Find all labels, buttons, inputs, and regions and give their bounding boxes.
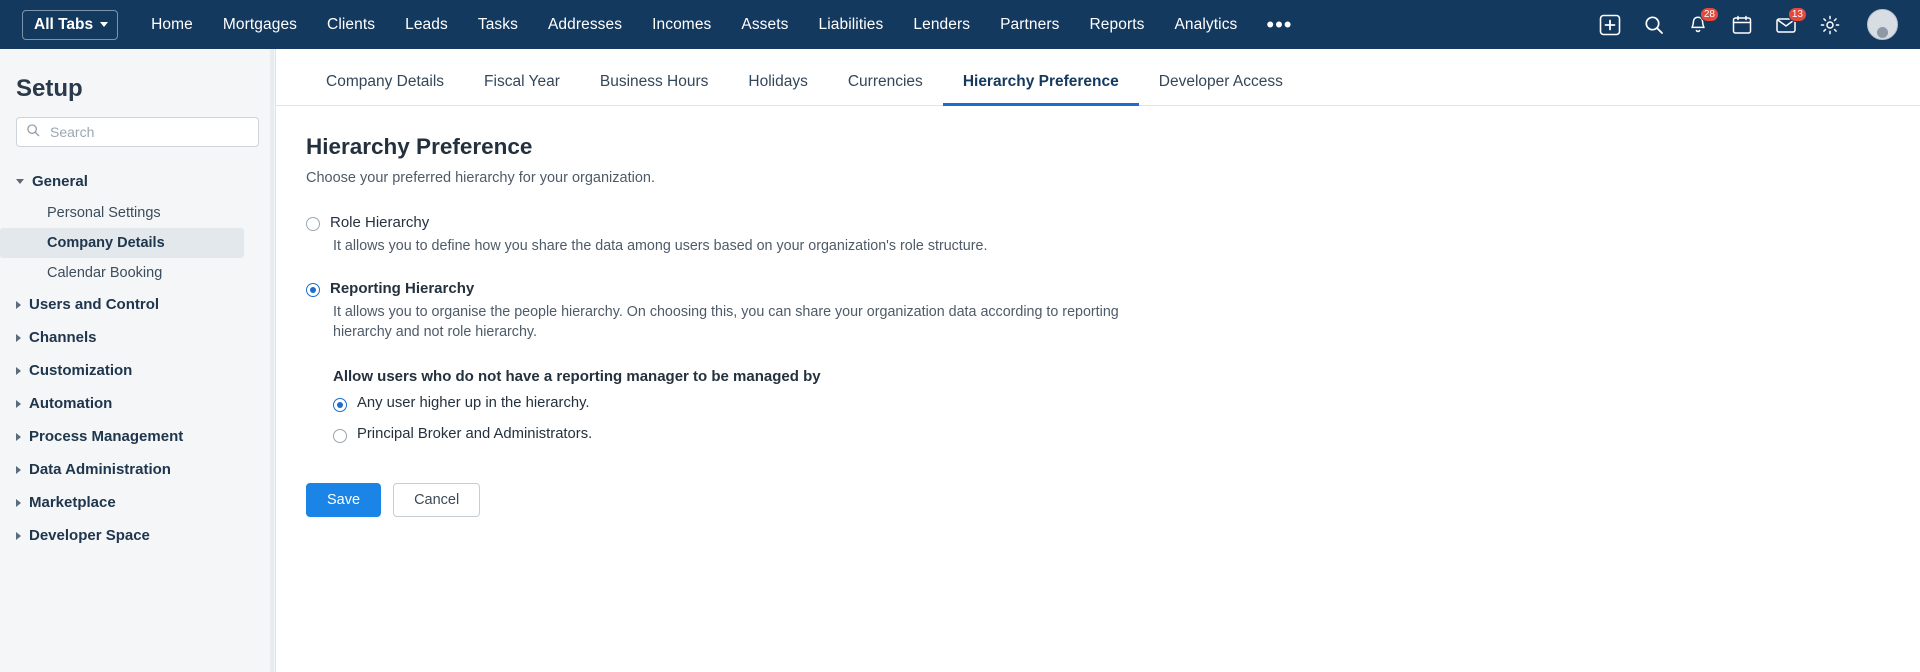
avatar-head: [1877, 27, 1888, 38]
search-input[interactable]: [48, 123, 249, 141]
nav-item-mortgages[interactable]: Mortgages: [222, 15, 298, 33]
radio-any-user-higher-up[interactable]: [333, 398, 347, 412]
panel-heading: Hierarchy Preference: [306, 134, 533, 159]
nav-item-leads[interactable]: Leads: [405, 15, 448, 33]
sidebar-group-label: Data Administration: [29, 461, 171, 478]
chevron-right-icon: [16, 532, 21, 540]
save-button[interactable]: Save: [306, 483, 381, 517]
suboption-any-user[interactable]: [333, 395, 1890, 412]
option-title: Reporting Hierarchy: [330, 280, 475, 298]
option-title: Role Hierarchy: [330, 214, 430, 231]
tab-developer-access[interactable]: Developer Access: [1158, 73, 1283, 90]
sidebar-item-calendar-booking[interactable]: Calendar Booking: [47, 265, 163, 281]
hierarchy-preference-panel: [276, 106, 1920, 517]
suboption-label: Principal Broker and Administrators.: [357, 426, 593, 443]
sidebar-nav-list: [0, 165, 275, 552]
tab-fiscal-year[interactable]: Fiscal Year: [484, 73, 560, 90]
all-tabs-label: All Tabs: [34, 15, 94, 33]
top-right-actions: [1599, 9, 1898, 40]
content-area: [276, 49, 1920, 672]
radio-principal-broker-admins[interactable]: [333, 429, 347, 443]
sidebar-group-marketplace[interactable]: [0, 486, 275, 519]
sidebar-group-label: Customization: [29, 362, 133, 379]
tab-hierarchy-preference[interactable]: Hierarchy Preference: [943, 73, 1139, 105]
suboption-label: Any user higher up in the hierarchy.: [357, 395, 590, 412]
nav-more-button[interactable]: •••: [1266, 11, 1293, 37]
avatar-image: [1867, 9, 1898, 40]
tab-currencies[interactable]: Currencies: [847, 73, 923, 90]
radio-role-hierarchy[interactable]: [306, 217, 320, 231]
sidebar-scrollbar[interactable]: [270, 49, 274, 672]
sidebar-group-label: Developer Space: [29, 527, 150, 544]
messages-icon[interactable]: [1775, 8, 1803, 36]
chevron-right-icon: [16, 466, 21, 474]
nav-item-partners[interactable]: Partners: [1000, 15, 1060, 33]
sidebar-group-channels[interactable]: [0, 321, 275, 354]
chevron-right-icon: [16, 367, 21, 375]
messages-badge: 13: [1788, 7, 1807, 22]
main-area: [0, 49, 1920, 672]
sidebar-group-label: Users and Control: [29, 296, 160, 313]
sidebar-group-developer-space[interactable]: [0, 519, 275, 552]
tab-company-details[interactable]: Company Details: [326, 73, 445, 90]
search-box[interactable]: [16, 117, 259, 147]
chevron-down-icon: [16, 179, 24, 184]
nav-item-incomes[interactable]: Incomes: [652, 15, 712, 33]
option-description: It allows you to define how you share the data among users based on your organization's role structure.: [333, 238, 988, 254]
sidebar-group-label: Channels: [29, 329, 97, 346]
chevron-right-icon: [16, 334, 21, 342]
page-title: Setup: [16, 75, 83, 102]
chevron-right-icon: [16, 499, 21, 507]
option-reporting-hierarchy[interactable]: [306, 280, 1890, 443]
sidebar-group-general[interactable]: [0, 165, 275, 198]
option-role-hierarchy[interactable]: [306, 214, 1890, 256]
sidebar-item-company-details[interactable]: Company Details: [0, 228, 244, 258]
notifications-badge: 28: [1700, 7, 1719, 22]
search-icon[interactable]: [1643, 14, 1665, 36]
sidebar-group-label: Process Management: [29, 428, 184, 445]
option-description: It allows you to organise the people hierarchy. On choosing this, you can share your organization data according to reporting hierarchy and not role hierarchy.: [333, 304, 1119, 340]
tab-holidays[interactable]: Holidays: [748, 73, 808, 90]
notifications-icon[interactable]: [1687, 8, 1715, 36]
top-navigation-bar: [0, 0, 1920, 49]
panel-subheading: Choose your preferred hierarchy for your organization.: [306, 170, 655, 186]
cancel-button[interactable]: Cancel: [393, 483, 480, 517]
settings-icon[interactable]: [1819, 14, 1841, 36]
nav-items: [136, 11, 1306, 37]
search-icon: [26, 123, 40, 142]
nav-item-assets[interactable]: Assets: [741, 15, 789, 33]
chevron-right-icon: [16, 433, 21, 441]
sidebar-group-process-management[interactable]: [0, 420, 275, 453]
nav-item-liabilities[interactable]: Liabilities: [818, 15, 884, 33]
form-actions: [306, 483, 1890, 517]
chevron-down-icon: [100, 22, 108, 27]
sidebar-group-label: Marketplace: [29, 494, 116, 511]
tab-business-hours[interactable]: Business Hours: [599, 73, 709, 90]
suboption-principal-broker[interactable]: [333, 426, 1890, 443]
avatar[interactable]: [1863, 9, 1894, 40]
chevron-right-icon: [16, 301, 21, 309]
settings-tabs: [276, 49, 1920, 106]
radio-reporting-hierarchy[interactable]: [306, 283, 320, 297]
sidebar-group-automation[interactable]: [0, 387, 275, 420]
sidebar-group-label: Automation: [29, 395, 113, 412]
sidebar-group-customization[interactable]: [0, 354, 275, 387]
nav-item-addresses[interactable]: Addresses: [547, 15, 623, 33]
sidebar-group-users-and-control[interactable]: [0, 288, 275, 321]
sub-heading: Allow users who do not have a reporting manager to be managed by: [333, 367, 821, 385]
nav-item-home[interactable]: Home: [151, 15, 193, 33]
sidebar-group-label: General: [32, 173, 88, 190]
nav-item-clients[interactable]: Clients: [327, 15, 376, 33]
reporting-sub-settings: [333, 368, 1890, 443]
nav-item-tasks[interactable]: Tasks: [477, 15, 518, 33]
nav-item-analytics[interactable]: Analytics: [1174, 15, 1238, 33]
calendar-icon[interactable]: [1731, 14, 1753, 36]
nav-item-reports[interactable]: Reports: [1089, 15, 1145, 33]
chevron-right-icon: [16, 400, 21, 408]
sidebar-group-data-administration[interactable]: [0, 453, 275, 486]
add-icon[interactable]: [1599, 14, 1621, 36]
setup-sidebar: [0, 49, 276, 672]
sidebar-item-personal-settings[interactable]: Personal Settings: [47, 205, 161, 221]
all-tabs-dropdown[interactable]: [22, 10, 118, 40]
nav-item-lenders[interactable]: Lenders: [913, 15, 971, 33]
